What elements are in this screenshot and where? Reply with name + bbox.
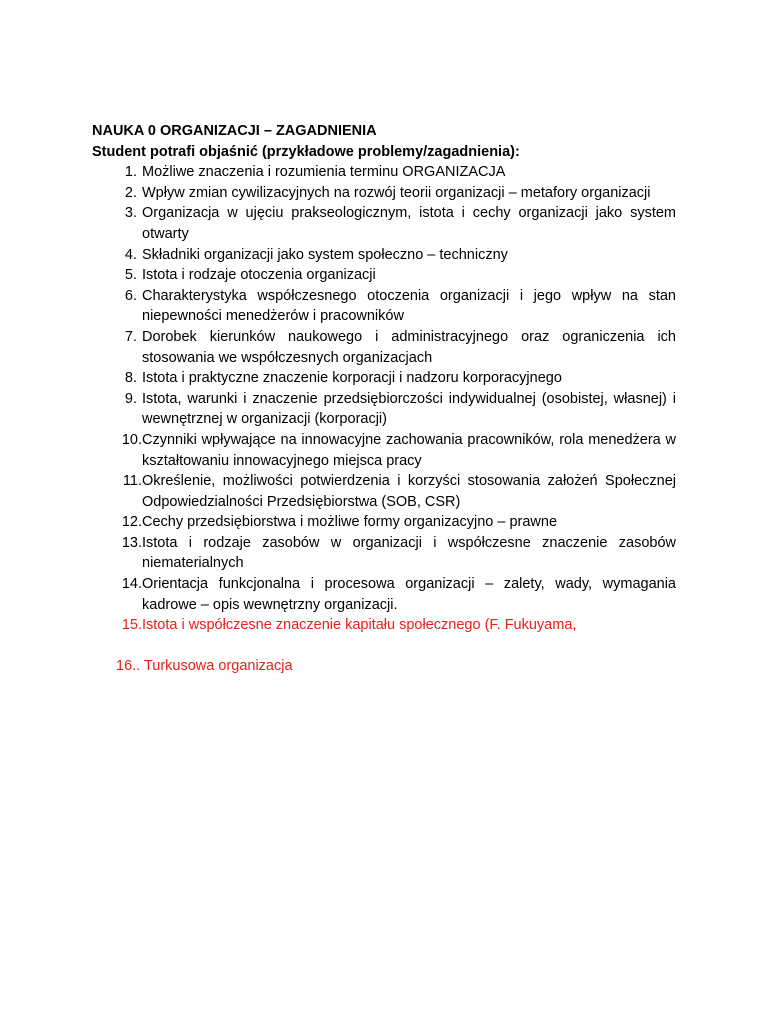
item-number: 11. [122, 473, 142, 490]
item-number: 2. [124, 184, 137, 201]
topics-list [92, 162, 676, 636]
item-text: Charakterystyka współczesnego otoczenia organizacji i jego wpływ na stan niepewności menedżerów i pracowników [142, 287, 676, 325]
list-item-6 [92, 286, 676, 327]
list-item-5 [92, 265, 676, 286]
item-number: 6. [124, 287, 137, 304]
document-page [92, 121, 676, 677]
list-item-4 [92, 245, 676, 266]
item-text: 16.. Turkusowa organizacja [116, 658, 293, 675]
item-text: Istota, warunki i znaczenie przedsiębiorczości indywidualnej (osobistej, własnej) i wewnętrznej w organizacji (korporacji) [142, 390, 676, 428]
document-subtitle: Student potrafi objaśnić (przykładowe problemy/zagadnienia): [92, 143, 520, 160]
item-number: 13. [121, 534, 142, 551]
list-item-16 [92, 656, 676, 677]
item-number: 9. [124, 390, 137, 407]
list-item-7 [92, 327, 676, 368]
item-number: 4. [124, 246, 137, 263]
list-item-8 [92, 368, 676, 389]
item-text: Istota i praktyczne znaczenie korporacji i nadzoru korporacyjnego [142, 370, 562, 387]
item-text: Czynniki wpływające na innowacyjne zachowania pracowników, rola menedżera w kształtowaniu innowacyjnego miejsca pracy [142, 431, 676, 469]
list-item-11 [92, 471, 676, 512]
list-item-3 [92, 203, 676, 244]
item-text: Składniki organizacji jako system społeczno – techniczny [142, 246, 508, 263]
item-number: 5. [124, 267, 137, 284]
item-number: 15. [121, 617, 142, 634]
item-text: Organizacja w ujęciu prakseologicznym, istota i cechy organizacji jako system otwarty [142, 205, 676, 242]
item-text: Dorobek kierunków naukowego i administracyjnego oraz ograniczenia ich stosowania we współczesnych organizacjach [142, 328, 676, 366]
list-item-9 [92, 389, 676, 430]
blank-line [92, 636, 676, 657]
item-number: 12. [121, 514, 142, 531]
list-item-13 [92, 533, 676, 574]
list-item-15 [92, 615, 676, 636]
item-text: Wpływ zmian cywilizacyjnych na rozwój teorii organizacji – metafory organizacji [142, 184, 651, 201]
list-item-10 [92, 430, 676, 471]
item-text: Cechy przedsiębiorstwa i możliwe formy organizacyjno – prawne [142, 514, 558, 531]
list-item-14 [92, 574, 676, 615]
item-text: Określenie, możliwości potwierdzenia i korzyści stosowania założeń Społecznej Odpowiedzialności Przedsiębiorstwa (SOB, CSR) [142, 473, 676, 510]
item-text: Istota i współczesne znaczenie kapitału społecznego (F. Fukuyama, [142, 617, 577, 634]
list-item-1 [92, 162, 676, 183]
item-number: 8. [124, 370, 137, 387]
list-item-2 [92, 183, 676, 204]
item-number: 10. [121, 431, 142, 448]
item-text: Istota i rodzaje zasobów w organizacji i współczesne znaczenie zasobów niematerialnych [142, 534, 676, 572]
item-number: 1. [124, 164, 137, 181]
item-text: Orientacja funkcjonalna i procesowa organizacji – zalety, wady, wymagania kadrowe – opis wewnętrzny organizacji. [142, 576, 676, 613]
item-number: 7. [124, 328, 137, 345]
item-number: 3. [124, 205, 137, 222]
item-text: Możliwe znaczenia i rozumienia terminu ORGANIZACJA [142, 164, 506, 181]
item-number: 14. [121, 576, 142, 593]
list-item-12 [92, 512, 676, 533]
item-text: Istota i rodzaje otoczenia organizacji [142, 267, 376, 284]
document-title: NAUKA 0 ORGANIZACJI – ZAGADNIENIA [92, 123, 377, 139]
item-indent [92, 656, 116, 677]
